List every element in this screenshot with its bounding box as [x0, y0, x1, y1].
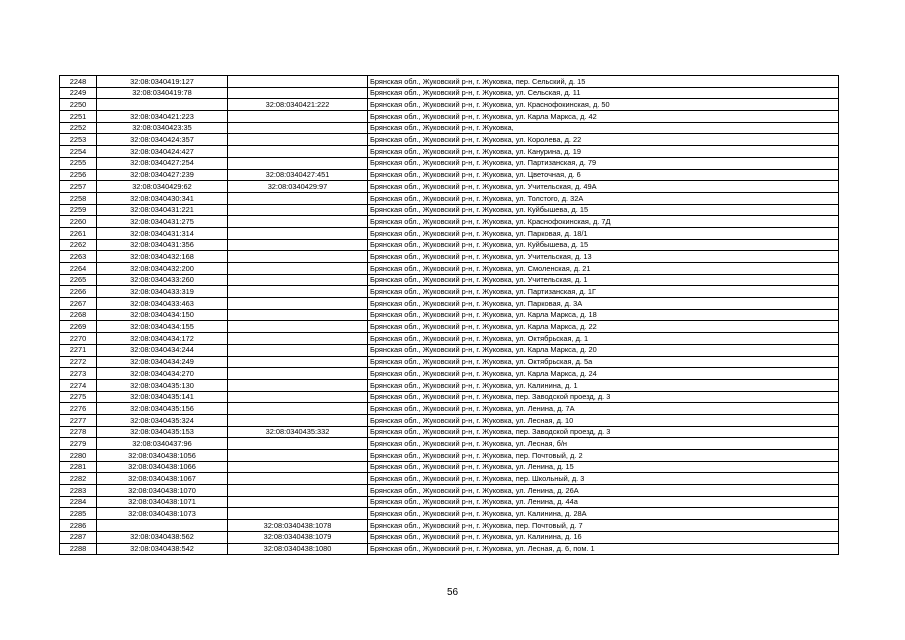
row-number-cell: 2263	[60, 251, 97, 263]
table-row	[60, 169, 839, 181]
cadastral-number-secondary-cell	[228, 461, 368, 473]
row-number-cell: 2265	[60, 274, 97, 286]
cadastral-number-cell: 32:08:0340438:1067	[97, 473, 228, 485]
cadastral-number-cell: 32:08:0340435:153	[97, 426, 228, 438]
cadastral-number-cell: 32:08:0340419:78	[97, 87, 228, 99]
cadastral-number-secondary-cell	[228, 438, 368, 450]
table-row	[60, 531, 839, 543]
row-number-cell: 2264	[60, 263, 97, 275]
row-number-cell: 2252	[60, 122, 97, 134]
cadastral-number-cell: 32:08:0340424:357	[97, 134, 228, 146]
table-row	[60, 181, 839, 193]
table-row	[60, 461, 839, 473]
address-cell: Брянская обл., Жуковский р-н, г. Жуковка, пер. Почтовый, д. 7	[368, 520, 839, 532]
row-number-cell: 2254	[60, 146, 97, 158]
table-row	[60, 216, 839, 228]
row-number-cell: 2253	[60, 134, 97, 146]
address-cell: Брянская обл., Жуковский р-н, г. Жуковка, пер. Заводской проезд, д. 3	[368, 426, 839, 438]
cadastral-number-secondary-cell	[228, 157, 368, 169]
table-row	[60, 356, 839, 368]
address-cell: Брянская обл., Жуковский р-н, г. Жуковка, ул. Краснофокинская, д. 50	[368, 99, 839, 111]
cadastral-number-secondary-cell	[228, 274, 368, 286]
address-cell: Брянская обл., Жуковский р-н, г. Жуковка, ул. Учительская, д. 49А	[368, 181, 839, 193]
cadastral-number-secondary-cell: 32:08:0340429:97	[228, 181, 368, 193]
table-row	[60, 379, 839, 391]
address-cell: Брянская обл., Жуковский р-н, г. Жуковка, пер. Почтовый, д. 2	[368, 450, 839, 462]
table-row	[60, 368, 839, 380]
cadastral-number-secondary-cell	[228, 321, 368, 333]
address-cell: Брянская обл., Жуковский р-н, г. Жуковка, пер. Сельский, д. 15	[368, 76, 839, 88]
cadastral-number-cell: 32:08:0340429:62	[97, 181, 228, 193]
cadastral-number-cell: 32:08:0340435:130	[97, 379, 228, 391]
address-cell: Брянская обл., Жуковский р-н, г. Жуковка,	[368, 122, 839, 134]
address-cell: Брянская обл., Жуковский р-н, г. Жуковка, ул. Смоленская, д. 21	[368, 263, 839, 275]
table-row	[60, 344, 839, 356]
cadastral-number-cell: 32:08:0340419:127	[97, 76, 228, 88]
row-number-cell: 2271	[60, 344, 97, 356]
page-number: 56	[446, 587, 459, 598]
row-number-cell: 2283	[60, 485, 97, 497]
row-number-cell: 2258	[60, 192, 97, 204]
cadastral-number-cell: 32:08:0340432:168	[97, 251, 228, 263]
row-number-cell: 2251	[60, 111, 97, 123]
cadastral-number-secondary-cell: 32:08:0340435:332	[228, 426, 368, 438]
row-number-cell: 2286	[60, 520, 97, 532]
cadastral-number-cell: 32:08:0340435:156	[97, 403, 228, 415]
table-row	[60, 485, 839, 497]
cadastral-number-cell: 32:08:0340431:221	[97, 204, 228, 216]
cadastral-number-cell: 32:08:0340432:200	[97, 263, 228, 275]
address-cell: Брянская обл., Жуковский р-н, г. Жуковка, ул. Лесная, д. 6, пом. 1	[368, 543, 839, 555]
row-number-cell: 2284	[60, 496, 97, 508]
table-row	[60, 508, 839, 520]
cadastral-number-secondary-cell: 32:08:0340438:1080	[228, 543, 368, 555]
address-cell: Брянская обл., Жуковский р-н, г. Жуковка, ул. Королева, д. 22	[368, 134, 839, 146]
cadastral-number-secondary-cell	[228, 286, 368, 298]
table-row	[60, 134, 839, 146]
cadastral-number-secondary-cell	[228, 356, 368, 368]
row-number-cell: 2259	[60, 204, 97, 216]
table-row	[60, 333, 839, 345]
table-row	[60, 414, 839, 426]
cadastral-number-secondary-cell	[228, 216, 368, 228]
address-cell: Брянская обл., Жуковский р-н, г. Жуковка, пер. Заводской проезд, д. 3	[368, 391, 839, 403]
row-number-cell: 2257	[60, 181, 97, 193]
cadastral-number-secondary-cell	[228, 251, 368, 263]
table-row	[60, 122, 839, 134]
cadastral-number-secondary-cell	[228, 333, 368, 345]
cadastral-number-cell: 32:08:0340437:96	[97, 438, 228, 450]
cadastral-number-cell: 32:08:0340424:427	[97, 146, 228, 158]
cadastral-number-secondary-cell	[228, 263, 368, 275]
row-number-cell: 2278	[60, 426, 97, 438]
address-cell: Брянская обл., Жуковский р-н, г. Жуковка, ул. Партизанская, д. 79	[368, 157, 839, 169]
row-number-cell: 2249	[60, 87, 97, 99]
table-row	[60, 298, 839, 310]
row-number-cell: 2250	[60, 99, 97, 111]
cadastral-number-cell: 32:08:0340438:1066	[97, 461, 228, 473]
table-row	[60, 426, 839, 438]
row-number-cell: 2285	[60, 508, 97, 520]
address-cell: Брянская обл., Жуковский р-н, г. Жуковка, ул. Лесная, д. 10	[368, 414, 839, 426]
table-row	[60, 520, 839, 532]
row-number-cell: 2274	[60, 379, 97, 391]
address-cell: Брянская обл., Жуковский р-н, г. Жуковка, ул. Парковая, д. 3А	[368, 298, 839, 310]
cadastral-number-secondary-cell	[228, 204, 368, 216]
address-cell: Брянская обл., Жуковский р-н, г. Жуковка, ул. Ленина, д. 15	[368, 461, 839, 473]
row-number-cell: 2281	[60, 461, 97, 473]
cadastral-number-secondary-cell	[228, 368, 368, 380]
cadastral-number-secondary-cell: 32:08:0340438:1078	[228, 520, 368, 532]
row-number-cell: 2273	[60, 368, 97, 380]
address-cell: Брянская обл., Жуковский р-н, г. Жуковка, ул. Канурина, д. 19	[368, 146, 839, 158]
row-number-cell: 2275	[60, 391, 97, 403]
cadastral-number-secondary-cell	[228, 134, 368, 146]
address-cell: Брянская обл., Жуковский р-н, г. Жуковка, ул. Калинина, д. 28А	[368, 508, 839, 520]
address-cell: Брянская обл., Жуковский р-н, г. Жуковка, ул. Калинина, д. 1	[368, 379, 839, 391]
cadastral-number-cell	[97, 520, 228, 532]
cadastral-number-secondary-cell	[228, 414, 368, 426]
cadastral-number-cell: 32:08:0340427:254	[97, 157, 228, 169]
table-row	[60, 76, 839, 88]
table-row	[60, 473, 839, 485]
table-row	[60, 239, 839, 251]
row-number-cell: 2277	[60, 414, 97, 426]
cadastral-number-cell: 32:08:0340433:463	[97, 298, 228, 310]
cadastral-number-cell: 32:08:0340431:356	[97, 239, 228, 251]
cadastral-number-cell: 32:08:0340438:1056	[97, 450, 228, 462]
table-row	[60, 403, 839, 415]
row-number-cell: 2269	[60, 321, 97, 333]
address-cell: Брянская обл., Жуковский р-н, г. Жуковка, ул. Куйбышева, д. 15	[368, 204, 839, 216]
cadastral-number-secondary-cell	[228, 239, 368, 251]
row-number-cell: 2262	[60, 239, 97, 251]
row-number-cell: 2282	[60, 473, 97, 485]
cadastral-number-cell: 32:08:0340434:244	[97, 344, 228, 356]
cadastral-number-secondary-cell	[228, 496, 368, 508]
address-cell: Брянская обл., Жуковский р-н, г. Жуковка, пер. Школьный, д. 3	[368, 473, 839, 485]
row-number-cell: 2279	[60, 438, 97, 450]
row-number-cell: 2256	[60, 169, 97, 181]
address-cell: Брянская обл., Жуковский р-н, г. Жуковка, ул. Учительская, д. 13	[368, 251, 839, 263]
cadastral-number-cell: 32:08:0340434:249	[97, 356, 228, 368]
cadastral-number-cell: 32:08:0340427:239	[97, 169, 228, 181]
table-row	[60, 192, 839, 204]
cadastral-number-secondary-cell	[228, 192, 368, 204]
cadastral-number-secondary-cell	[228, 450, 368, 462]
address-cell: Брянская обл., Жуковский р-н, г. Жуковка, ул. Сельская, д. 11	[368, 87, 839, 99]
row-number-cell: 2288	[60, 543, 97, 555]
table-row	[60, 204, 839, 216]
table-row	[60, 87, 839, 99]
table-row	[60, 227, 839, 239]
cadastral-number-cell: 32:08:0340431:314	[97, 227, 228, 239]
cadastral-number-secondary-cell	[228, 76, 368, 88]
cadastral-number-cell: 32:08:0340434:172	[97, 333, 228, 345]
table-row	[60, 146, 839, 158]
address-cell: Брянская обл., Жуковский р-н, г. Жуковка, ул. Парковая, д. 18/1	[368, 227, 839, 239]
cadastral-number-cell: 32:08:0340433:260	[97, 274, 228, 286]
row-number-cell: 2248	[60, 76, 97, 88]
cadastral-number-secondary-cell	[228, 508, 368, 520]
cadastral-number-cell: 32:08:0340421:223	[97, 111, 228, 123]
cadastral-number-cell: 32:08:0340434:270	[97, 368, 228, 380]
cadastral-number-secondary-cell	[228, 122, 368, 134]
cadastral-number-secondary-cell: 32:08:0340421:222	[228, 99, 368, 111]
cadastral-number-cell: 32:08:0340438:1071	[97, 496, 228, 508]
table-row	[60, 391, 839, 403]
row-number-cell: 2270	[60, 333, 97, 345]
cadastral-number-cell: 32:08:0340434:155	[97, 321, 228, 333]
cadastral-number-secondary-cell: 32:08:0340427:451	[228, 169, 368, 181]
address-cell: Брянская обл., Жуковский р-н, г. Жуковка, ул. Ленина, д. 26А	[368, 485, 839, 497]
address-cell: Брянская обл., Жуковский р-н, г. Жуковка, ул. Куйбышева, д. 15	[368, 239, 839, 251]
row-number-cell: 2267	[60, 298, 97, 310]
table-row	[60, 321, 839, 333]
cadastral-number-cell: 32:08:0340434:150	[97, 309, 228, 321]
table-row	[60, 157, 839, 169]
cadastral-number-secondary-cell	[228, 403, 368, 415]
cadastral-number-cell	[97, 99, 228, 111]
table-row	[60, 438, 839, 450]
table-row	[60, 111, 839, 123]
cadastral-number-cell: 32:08:0340438:1070	[97, 485, 228, 497]
address-cell: Брянская обл., Жуковский р-н, г. Жуковка, ул. Карла Маркса, д. 42	[368, 111, 839, 123]
cadastral-number-cell: 32:08:0340438:1073	[97, 508, 228, 520]
row-number-cell: 2260	[60, 216, 97, 228]
cadastral-number-cell: 32:08:0340433:319	[97, 286, 228, 298]
cadastral-number-secondary-cell: 32:08:0340438:1079	[228, 531, 368, 543]
property-table-body	[60, 76, 839, 555]
address-cell: Брянская обл., Жуковский р-н, г. Жуковка, ул. Краснофокинская, д. 7Д	[368, 216, 839, 228]
cadastral-number-secondary-cell	[228, 146, 368, 158]
cadastral-number-cell: 32:08:0340435:141	[97, 391, 228, 403]
row-number-cell: 2280	[60, 450, 97, 462]
address-cell: Брянская обл., Жуковский р-н, г. Жуковка, ул. Ленина, д. 44а	[368, 496, 839, 508]
address-cell: Брянская обл., Жуковский р-н, г. Жуковка, ул. Толстого, д. 32А	[368, 192, 839, 204]
address-cell: Брянская обл., Жуковский р-н, г. Жуковка, ул. Калинина, д. 16	[368, 531, 839, 543]
cadastral-number-cell: 32:08:0340435:324	[97, 414, 228, 426]
cadastral-number-cell: 32:08:0340423:35	[97, 122, 228, 134]
row-number-cell: 2268	[60, 309, 97, 321]
row-number-cell: 2287	[60, 531, 97, 543]
address-cell: Брянская обл., Жуковский р-н, г. Жуковка, ул. Карла Маркса, д. 20	[368, 344, 839, 356]
table-row	[60, 99, 839, 111]
address-cell: Брянская обл., Жуковский р-н, г. Жуковка, ул. Октябрьская, д. 5а	[368, 356, 839, 368]
cadastral-number-secondary-cell	[228, 309, 368, 321]
table-row	[60, 543, 839, 555]
cadastral-number-secondary-cell	[228, 344, 368, 356]
table-row	[60, 286, 839, 298]
address-cell: Брянская обл., Жуковский р-н, г. Жуковка, ул. Карла Маркса, д. 22	[368, 321, 839, 333]
address-cell: Брянская обл., Жуковский р-н, г. Жуковка, ул. Лесная, б/н	[368, 438, 839, 450]
table-row	[60, 251, 839, 263]
row-number-cell: 2272	[60, 356, 97, 368]
address-cell: Брянская обл., Жуковский р-н, г. Жуковка, ул. Ленина, д. 7А	[368, 403, 839, 415]
address-cell: Брянская обл., Жуковский р-н, г. Жуковка, ул. Карла Маркса, д. 24	[368, 368, 839, 380]
table-row	[60, 274, 839, 286]
cadastral-number-secondary-cell	[228, 473, 368, 485]
table-row	[60, 263, 839, 275]
cadastral-number-cell: 32:08:0340430:341	[97, 192, 228, 204]
address-cell: Брянская обл., Жуковский р-н, г. Жуковка, ул. Октябрьская, д. 1	[368, 333, 839, 345]
cadastral-number-secondary-cell	[228, 111, 368, 123]
cadastral-number-secondary-cell	[228, 87, 368, 99]
address-cell: Брянская обл., Жуковский р-н, г. Жуковка, ул. Карла Маркса, д. 18	[368, 309, 839, 321]
address-cell: Брянская обл., Жуковский р-н, г. Жуковка, ул. Партизанская, д. 1Г	[368, 286, 839, 298]
table-row	[60, 496, 839, 508]
cadastral-number-secondary-cell	[228, 227, 368, 239]
cadastral-number-cell: 32:08:0340438:562	[97, 531, 228, 543]
address-cell: Брянская обл., Жуковский р-н, г. Жуковка, ул. Цветочная, д. 6	[368, 169, 839, 181]
table-row	[60, 309, 839, 321]
table-row	[60, 450, 839, 462]
cadastral-number-secondary-cell	[228, 391, 368, 403]
cadastral-number-cell: 32:08:0340438:542	[97, 543, 228, 555]
cadastral-number-secondary-cell	[228, 298, 368, 310]
row-number-cell: 2255	[60, 157, 97, 169]
row-number-cell: 2266	[60, 286, 97, 298]
cadastral-number-cell: 32:08:0340431:275	[97, 216, 228, 228]
cadastral-number-secondary-cell	[228, 485, 368, 497]
address-cell: Брянская обл., Жуковский р-н, г. Жуковка, ул. Учительская, д. 1	[368, 274, 839, 286]
row-number-cell: 2261	[60, 227, 97, 239]
property-table	[59, 75, 839, 555]
cadastral-number-secondary-cell	[228, 379, 368, 391]
row-number-cell: 2276	[60, 403, 97, 415]
